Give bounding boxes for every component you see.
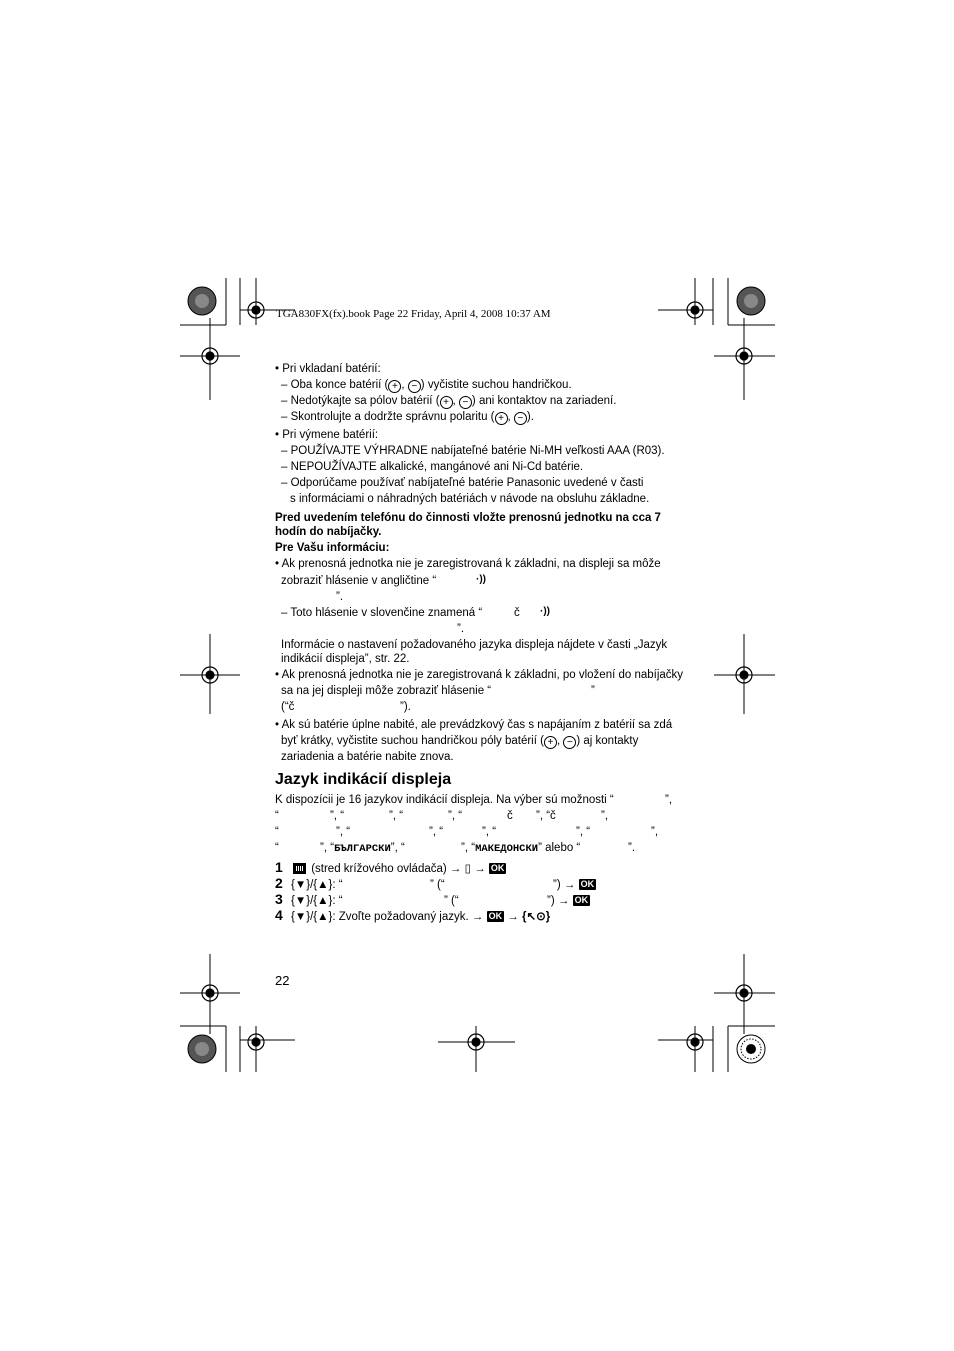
info-item: • Ak sú batérie úplne nabité, ale prevádzkový čas s napájaním z batérií sa zdá <box>275 719 673 731</box>
lang-row: “ <box>275 842 279 854</box>
step-3: ” (“ <box>444 895 459 907</box>
lang-row: ”, “ <box>482 826 497 838</box>
info-item: ”). <box>400 701 411 713</box>
antenna-icon: ·)) <box>476 574 486 585</box>
info-title: Pre Vašu informáciu: <box>275 542 390 554</box>
insert-item: – Nedotýkajte sa pólov batérií ( + , − ) ani kontaktov na zariadení. <box>281 395 617 408</box>
lang-row: ”, “БЪЛГАРСКИ”, “ <box>320 842 405 855</box>
lang-row: č <box>507 810 513 822</box>
replace-item: s informáciami o náhradných batériách v návode na obsluhu základne. <box>290 493 650 505</box>
section-title: Jazyk indikácií displeja <box>275 771 452 788</box>
notice-bold: hodín do nabíjačky. <box>275 526 382 538</box>
lang-bulgarian: БЪЛГАРСКИ <box>334 843 391 855</box>
antenna-icon: ·)) <box>540 606 550 617</box>
lang-row: ”, “ <box>576 826 591 838</box>
off-key-icon: {↖⊙} <box>521 911 551 923</box>
replace-item: – Odporúčame používať nabíjateľné batérie Panasonic uvedené v časti <box>281 477 644 489</box>
plus-circle-icon: + <box>388 380 401 393</box>
page-number: 22 <box>275 973 290 988</box>
step-number: 1 <box>275 859 283 875</box>
step-2: ” (“ <box>430 879 445 891</box>
info-item: zobraziť hlásenie v angličtine “ <box>281 575 437 587</box>
step-1: (stred krížového ovládača) → ▯ → OK <box>291 861 506 877</box>
lang-row: “ <box>275 826 279 838</box>
info-sub-char: č <box>514 607 520 619</box>
minus-circle-icon: − <box>408 380 421 393</box>
handset-icon: ▯ <box>464 863 471 875</box>
info-item: byť krátky, vyčistite suchou handričkou póly batérií ( + , − ) aj kontakty <box>281 735 639 748</box>
lang-row: ”, “ <box>448 810 463 822</box>
info-item: ”. <box>336 591 344 603</box>
lang-macedonian: МАКЕДОНСКИ <box>475 843 539 855</box>
info-sub: ”. <box>457 623 465 635</box>
info-item: • Ak prenosná jednotka nie je zaregistrovaná k základni, po vložení do nabíjačky <box>275 669 684 681</box>
info-item: • Ak prenosná jednotka nie je zaregistrovaná k základni, na displeji sa môže <box>275 558 661 570</box>
info-item: zariadenia a batérie nabite znova. <box>281 751 454 763</box>
intro-line: K dispozícii je 16 jazykov indikácií displeja. Na výber sú možnosti “ <box>275 794 614 806</box>
lang-row: ”, “МАКЕДОНСКИ” alebo “ <box>461 842 581 855</box>
insert-item: – Skontrolujte a dodržte správnu polaritu ( + , − ). <box>281 411 534 424</box>
info-item: (“č <box>281 701 295 713</box>
menu-key-icon <box>293 863 306 874</box>
plus-circle-icon: + <box>440 396 453 409</box>
step-number: 2 <box>275 875 283 891</box>
lang-row: ”, <box>601 810 609 822</box>
minus-circle-icon: − <box>514 412 527 425</box>
ok-key-icon: OK <box>580 879 595 890</box>
minus-circle-icon: − <box>563 736 576 749</box>
book-header: TGA830FX(fx).book Page 22 Friday, April 4, 2008 10:37 AM <box>276 308 551 320</box>
lang-row: ”, “ <box>389 810 404 822</box>
intro-line: ”, <box>665 794 673 806</box>
step-4: {▼}/{▲}: Zvoľte požadovaný jazyk. → OK → {↖⊙} <box>291 911 551 923</box>
ok-key-icon: OK <box>490 863 505 874</box>
step-2: ”) → OK <box>553 879 595 891</box>
info-item: sa na jej displeji môže zobraziť hlásenie “ <box>281 685 492 697</box>
step-3: {▼}/{▲}: “ <box>291 895 343 907</box>
info-item: ” <box>591 685 595 697</box>
insert-item: – Oba konce batérií ( + , − ) vyčistite suchou handričkou. <box>281 379 572 392</box>
replace-title: • Pri výmene batérií: <box>275 429 379 441</box>
lang-row: ”, “ <box>429 826 444 838</box>
ok-key-icon: OK <box>488 911 503 922</box>
step-number: 3 <box>275 891 283 907</box>
info-note: indikácií displeja”, str. 22. <box>281 653 410 665</box>
lang-row: ”, “ <box>336 826 351 838</box>
info-note: Informácie o nastavení požadovaného jazyka displeja nájdete v časti „Jazyk <box>281 639 668 651</box>
insert-title: • Pri vkladaní batérií: <box>275 363 381 375</box>
lang-row: ”. <box>628 842 636 854</box>
plus-circle-icon: + <box>544 736 557 749</box>
plus-circle-icon: + <box>495 412 508 425</box>
lang-row: ”, “ <box>330 810 345 822</box>
replace-item: – NEPOUŽÍVAJTE alkalické, mangánové ani Ni-Cd batérie. <box>281 461 584 473</box>
info-sub: – Toto hlásenie v slovenčine znamená “ <box>281 607 483 619</box>
step-number: 4 <box>275 907 283 923</box>
step-2: {▼}/{▲}: “ <box>291 879 343 891</box>
ok-key-icon: OK <box>574 895 589 906</box>
lang-row: ”, <box>651 826 659 838</box>
notice-bold: Pred uvedením telefónu do činnosti vložte prenosnú jednotku na cca 7 <box>275 512 661 524</box>
replace-item: – POUŽÍVAJTE VÝHRADNE nabíjateľné batérie Ni-MH veľkosti AAA (R03). <box>281 445 665 457</box>
lang-row: “ <box>275 810 279 822</box>
lang-row: ”, “č <box>536 810 556 822</box>
step-3: ”) → OK <box>547 895 589 907</box>
minus-circle-icon: − <box>459 396 472 409</box>
